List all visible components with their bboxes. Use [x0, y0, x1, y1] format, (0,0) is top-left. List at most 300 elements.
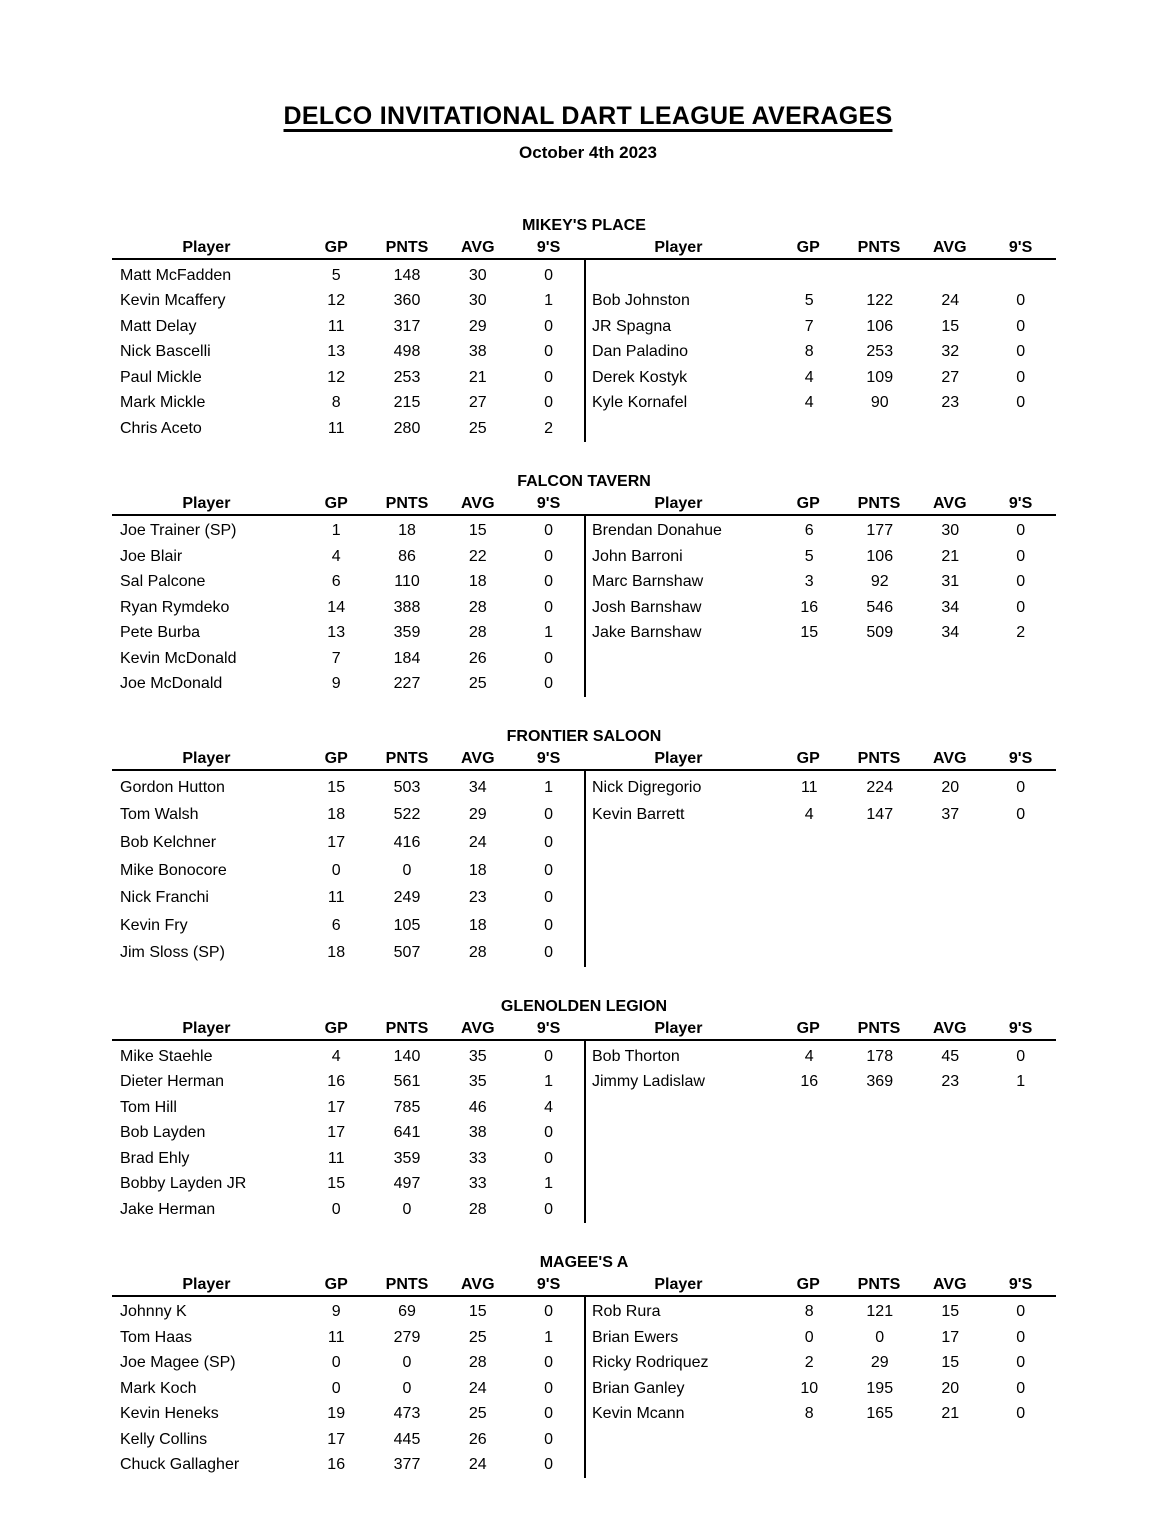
- team-section: [112, 726, 1056, 967]
- column-header-player: Player: [654, 494, 703, 512]
- table-rows: [584, 1297, 1056, 1479]
- avg-value: 26: [468, 649, 487, 667]
- table-header: [112, 493, 584, 516]
- player-name: Derek Kostyk: [592, 368, 688, 386]
- gp-value: 14: [327, 598, 346, 616]
- avg-value: 28: [468, 624, 487, 642]
- gp-value: 11: [327, 1149, 345, 1167]
- gp-value: 2: [804, 1354, 814, 1372]
- averages-table: [112, 493, 1056, 698]
- table-row: [586, 621, 1056, 647]
- table-row: [586, 289, 1056, 315]
- nines-value: 0: [1016, 1354, 1026, 1372]
- gp-value: 5: [804, 292, 814, 310]
- avg-value: 30: [941, 522, 960, 540]
- table-row: [586, 1300, 1056, 1326]
- column-header-pnts: PNTS: [385, 750, 429, 767]
- table-row: [112, 672, 584, 698]
- avg-value: 22: [468, 547, 487, 565]
- pnts-value: 785: [393, 1098, 421, 1116]
- player-name: Paul Mickle: [120, 368, 202, 386]
- avg-value: 34: [468, 778, 487, 796]
- gp-value: 11: [800, 778, 818, 796]
- table-row: [112, 912, 584, 940]
- pnts-value: 503: [393, 778, 421, 796]
- avg-value: 21: [941, 547, 960, 565]
- column-header-avg: AVG: [933, 750, 967, 767]
- player-name: Brad Ehly: [120, 1149, 190, 1167]
- avg-value: 15: [941, 1354, 960, 1372]
- pnts-value: 147: [866, 806, 894, 824]
- player-name: Tom Haas: [120, 1328, 193, 1346]
- column-header-9s: 9'S: [1008, 239, 1033, 256]
- column-header-gp: GP: [796, 494, 820, 512]
- avg-value: 20: [941, 1379, 960, 1397]
- team-name: GLENOLDEN LEGION: [500, 998, 668, 1016]
- nines-value: 1: [544, 1073, 554, 1091]
- table-row: [112, 519, 584, 545]
- column-header-avg: AVG: [461, 494, 495, 512]
- pnts-value: 388: [393, 598, 421, 616]
- pnts-value: 69: [398, 1303, 416, 1321]
- nines-value: 0: [1016, 343, 1026, 361]
- table-row: [112, 1376, 584, 1402]
- gp-value: 6: [804, 522, 814, 540]
- nines-value: 1: [544, 778, 554, 796]
- gp-value: 0: [331, 861, 341, 879]
- pnts-value: 110: [394, 573, 420, 591]
- gp-value: 13: [327, 343, 346, 361]
- avg-value: 25: [468, 419, 487, 437]
- right-table: [584, 237, 1056, 442]
- column-header-player: Player: [182, 1275, 231, 1293]
- avg-value: 24: [468, 1456, 487, 1474]
- nines-value: 0: [544, 1124, 554, 1142]
- gp-value: 5: [804, 547, 814, 565]
- avg-value: 21: [941, 1405, 960, 1423]
- column-header-9s: 9'S: [536, 494, 561, 512]
- nines-value: 0: [544, 573, 554, 591]
- column-header-9s: 9'S: [536, 750, 561, 767]
- avg-value: 33: [468, 1175, 487, 1193]
- table-row: [112, 340, 584, 366]
- nines-value: 0: [1016, 1303, 1026, 1321]
- player-name: Bob Thorton: [592, 1047, 680, 1065]
- avg-value: 37: [941, 806, 960, 824]
- avg-value: 33: [468, 1149, 487, 1167]
- gp-value: 11: [327, 419, 345, 437]
- nines-value: 0: [544, 1430, 554, 1448]
- column-header-gp: GP: [324, 750, 348, 767]
- gp-value: 13: [327, 624, 346, 642]
- nines-value: 0: [1016, 598, 1026, 616]
- table-row: [586, 365, 1056, 391]
- table-row: [112, 1427, 584, 1453]
- table-row: [112, 416, 584, 442]
- pnts-value: 0: [875, 1328, 885, 1346]
- avg-value: 26: [468, 1430, 487, 1448]
- avg-value: 18: [468, 916, 487, 934]
- column-header-avg: AVG: [933, 494, 967, 512]
- table-row: [112, 263, 584, 289]
- table-header: [112, 237, 584, 260]
- nines-value: 0: [544, 1354, 554, 1372]
- nines-value: 0: [544, 368, 554, 386]
- table-row: [112, 884, 584, 912]
- table-row: [586, 1402, 1056, 1428]
- gp-value: 6: [331, 916, 341, 934]
- gp-value: 10: [800, 1379, 819, 1397]
- nines-value: 0: [544, 547, 554, 565]
- table-header: [112, 748, 584, 771]
- left-table: [112, 748, 584, 967]
- table-row: [112, 570, 584, 596]
- pnts-value: 177: [866, 522, 894, 540]
- left-table: [112, 493, 584, 698]
- player-name: Dan Paladino: [592, 343, 689, 361]
- nines-value: 0: [544, 649, 554, 667]
- table-row: [112, 1146, 584, 1172]
- nines-value: 0: [544, 889, 554, 907]
- column-header-avg: AVG: [461, 1020, 495, 1038]
- pnts-value: 0: [402, 1379, 412, 1397]
- player-name: Chuck Gallagher: [120, 1456, 240, 1474]
- pnts-value: 140: [393, 1047, 421, 1065]
- player-name: Joe McDonald: [120, 675, 223, 693]
- table-row: [112, 774, 584, 802]
- column-header-player: Player: [654, 1020, 703, 1038]
- pnts-value: 641: [393, 1124, 421, 1142]
- averages-table: [112, 748, 1056, 967]
- team-sections: [112, 215, 1056, 1478]
- column-header-gp: GP: [796, 1275, 820, 1293]
- gp-value: 3: [804, 573, 814, 591]
- table-row: [112, 1121, 584, 1147]
- gp-value: 7: [804, 317, 814, 335]
- gp-value: 17: [327, 1124, 346, 1142]
- avg-value: 25: [468, 675, 487, 693]
- table-rows: [112, 260, 584, 442]
- gp-value: 7: [331, 649, 341, 667]
- player-name: Rob Rura: [592, 1303, 661, 1321]
- column-header-pnts: PNTS: [385, 494, 429, 512]
- gp-value: 11: [327, 1328, 345, 1346]
- table-row: [586, 263, 1056, 289]
- gp-value: 11: [327, 317, 345, 335]
- pnts-value: 227: [393, 675, 421, 693]
- player-name: Mike Bonocore: [120, 861, 227, 879]
- pnts-value: 377: [393, 1456, 421, 1474]
- avg-value: 38: [468, 1124, 487, 1142]
- nines-value: 0: [1016, 292, 1026, 310]
- player-name: Matt McFadden: [120, 266, 232, 284]
- right-table: [584, 1274, 1056, 1479]
- column-header-avg: AVG: [461, 750, 495, 767]
- nines-value: 0: [544, 1149, 554, 1167]
- pnts-value: 473: [393, 1405, 421, 1423]
- player-name: Bob Kelchner: [120, 833, 217, 851]
- gp-value: 4: [804, 394, 814, 412]
- gp-value: 8: [804, 1405, 814, 1423]
- table-row: [112, 1197, 584, 1223]
- pnts-value: 18: [398, 522, 416, 540]
- player-name: Joe Magee (SP): [120, 1354, 236, 1372]
- pnts-value: 122: [866, 292, 894, 310]
- table-header: [584, 493, 1056, 516]
- avg-value: 29: [468, 806, 487, 824]
- avg-value: 24: [941, 292, 960, 310]
- nines-value: 0: [1016, 368, 1026, 386]
- nines-value: 0: [544, 833, 554, 851]
- gp-value: 16: [327, 1073, 346, 1091]
- pnts-value: 253: [393, 368, 421, 386]
- gp-value: 6: [331, 573, 341, 591]
- pnts-value: 497: [393, 1175, 421, 1193]
- table-row: [586, 519, 1056, 545]
- right-table: [584, 1018, 1056, 1223]
- team-section: [112, 1252, 1056, 1479]
- table-row: [112, 544, 584, 570]
- gp-value: 4: [804, 1047, 814, 1065]
- nines-value: 0: [544, 916, 554, 934]
- nines-value: 0: [1016, 547, 1026, 565]
- gp-value: 0: [331, 1354, 341, 1372]
- pnts-value: 195: [866, 1379, 894, 1397]
- pnts-value: 369: [866, 1073, 894, 1091]
- nines-value: 0: [1016, 778, 1026, 796]
- avg-value: 15: [468, 522, 487, 540]
- gp-value: 0: [331, 1379, 341, 1397]
- pnts-value: 105: [393, 916, 421, 934]
- gp-value: 8: [804, 343, 814, 361]
- column-header-pnts: PNTS: [857, 494, 901, 512]
- team-name: FRONTIER SALOON: [506, 728, 662, 745]
- gp-value: 9: [331, 675, 341, 693]
- avg-value: 15: [941, 317, 960, 335]
- column-header-gp: GP: [324, 239, 348, 256]
- nines-value: 0: [544, 1405, 554, 1423]
- column-header-avg: AVG: [933, 239, 967, 256]
- player-name: Johnny K: [120, 1303, 187, 1321]
- pnts-value: 509: [866, 624, 894, 642]
- column-header-pnts: PNTS: [857, 1020, 901, 1038]
- nines-value: 0: [544, 343, 554, 361]
- column-header-gp: GP: [324, 1020, 348, 1038]
- gp-value: 12: [327, 292, 346, 310]
- gp-value: 18: [327, 806, 346, 824]
- table-row: [112, 1070, 584, 1096]
- avg-value: 29: [468, 317, 487, 335]
- table-row: [586, 544, 1056, 570]
- column-header-avg: AVG: [933, 1020, 967, 1038]
- nines-value: 0: [1016, 1379, 1026, 1397]
- column-header-9s: 9'S: [536, 1020, 561, 1038]
- pnts-value: 92: [870, 573, 889, 591]
- avg-value: 23: [941, 1073, 960, 1091]
- table-header: [584, 237, 1056, 260]
- nines-value: 1: [544, 1328, 554, 1346]
- player-name: Kelly Collins: [120, 1430, 208, 1448]
- avg-value: 20: [941, 778, 960, 796]
- table-row: [112, 1402, 584, 1428]
- table-row: [586, 314, 1056, 340]
- nines-value: 0: [544, 1303, 554, 1321]
- player-name: Nick Franchi: [120, 889, 209, 907]
- pnts-value: 416: [393, 833, 421, 851]
- column-header-player: Player: [654, 239, 703, 256]
- nines-value: 0: [1016, 317, 1026, 335]
- avg-value: 15: [941, 1303, 960, 1321]
- page-title: DELCO INVITATIONAL DART LEAGUE AVERAGES: [283, 102, 893, 130]
- table-row: [586, 774, 1056, 802]
- player-name: Chris Aceto: [120, 419, 202, 437]
- player-name: Sal Palcone: [120, 573, 206, 591]
- gp-value: 18: [327, 944, 346, 962]
- left-table: [112, 1018, 584, 1223]
- avg-value: 35: [468, 1073, 487, 1091]
- column-header-player: Player: [182, 1020, 231, 1038]
- averages-table: [112, 237, 1056, 442]
- pnts-value: 546: [866, 598, 894, 616]
- table-rows: [112, 771, 584, 967]
- gp-value: 4: [331, 1047, 341, 1065]
- pnts-value: 106: [866, 317, 894, 335]
- table-row: [586, 1325, 1056, 1351]
- pnts-value: 249: [393, 889, 421, 907]
- player-name: Joe Trainer (SP): [120, 522, 237, 540]
- avg-value: 32: [941, 343, 960, 361]
- column-header-9s: 9'S: [1008, 494, 1033, 512]
- table-row: [112, 1044, 584, 1070]
- table-row: [112, 940, 584, 968]
- player-name: Jake Barnshaw: [592, 624, 702, 642]
- nines-value: 2: [1016, 624, 1026, 642]
- player-name: Kevin Mcann: [592, 1405, 685, 1423]
- pnts-value: 360: [393, 292, 421, 310]
- player-name: Jim Sloss (SP): [120, 944, 225, 962]
- gp-value: 19: [327, 1405, 346, 1423]
- player-name: Joe Blair: [120, 547, 183, 565]
- avg-value: 17: [941, 1328, 960, 1346]
- player-name: Marc Barnshaw: [592, 573, 704, 591]
- table-row: [112, 829, 584, 857]
- column-header-9s: 9'S: [536, 1275, 561, 1293]
- column-header-pnts: PNTS: [385, 1275, 429, 1293]
- gp-value: 16: [327, 1456, 346, 1474]
- table-row: [586, 1376, 1056, 1402]
- column-header-player: Player: [182, 750, 231, 767]
- team-section: [112, 215, 1056, 442]
- table-row: [112, 1300, 584, 1326]
- table-header: [112, 1274, 584, 1297]
- team-name: MAGEE'S A: [539, 1253, 629, 1271]
- avg-value: 24: [468, 1379, 487, 1397]
- avg-value: 30: [468, 266, 487, 284]
- table-rows: [584, 516, 1056, 698]
- pnts-value: 165: [866, 1405, 894, 1423]
- table-row: [112, 289, 584, 315]
- table-header: [584, 1274, 1056, 1297]
- avg-value: 15: [468, 1303, 487, 1321]
- pnts-value: 86: [398, 547, 416, 565]
- gp-value: 15: [800, 624, 819, 642]
- nines-value: 0: [544, 317, 554, 335]
- nines-value: 0: [544, 522, 554, 540]
- gp-value: 12: [327, 368, 346, 386]
- player-name: Josh Barnshaw: [592, 598, 702, 616]
- player-name: Jimmy Ladislaw: [592, 1073, 705, 1091]
- player-name: Tom Walsh: [120, 806, 199, 824]
- table-rows: [584, 1041, 1056, 1223]
- player-name: Nick Digregorio: [592, 778, 702, 796]
- table-row: [112, 1351, 584, 1377]
- table-row: [112, 595, 584, 621]
- avg-value: 35: [468, 1047, 487, 1065]
- player-name: Tom Hill: [120, 1098, 177, 1116]
- avg-value: 28: [468, 1354, 487, 1372]
- player-name: Brian Ewers: [592, 1328, 679, 1346]
- table-row: [112, 646, 584, 672]
- table-row: [112, 1325, 584, 1351]
- pnts-value: 253: [866, 343, 894, 361]
- avg-value: 18: [468, 861, 487, 879]
- gp-value: 5: [331, 266, 341, 284]
- player-name: John Barroni: [592, 547, 683, 565]
- table-row: [112, 1172, 584, 1198]
- nines-value: 1: [1016, 1073, 1026, 1091]
- player-name: Nick Bascelli: [120, 343, 211, 361]
- player-name: Jake Herman: [120, 1200, 216, 1218]
- nines-value: 0: [1016, 573, 1026, 591]
- avg-value: 34: [941, 624, 960, 642]
- table-row: [586, 1044, 1056, 1070]
- table-row: [112, 1453, 584, 1479]
- avg-value: 27: [941, 368, 960, 386]
- table-row: [586, 595, 1056, 621]
- table-row: [586, 340, 1056, 366]
- gp-value: 17: [327, 833, 346, 851]
- column-header-gp: GP: [324, 494, 348, 512]
- avg-value: 34: [941, 598, 960, 616]
- player-name: Matt Delay: [120, 317, 197, 335]
- avg-value: 46: [468, 1098, 487, 1116]
- gp-value: 16: [800, 1073, 819, 1091]
- column-header-pnts: PNTS: [857, 750, 901, 767]
- player-name: Kevin Barrett: [592, 806, 685, 824]
- pnts-value: 0: [402, 861, 412, 879]
- team-name: FALCON TAVERN: [517, 472, 651, 490]
- column-header-pnts: PNTS: [857, 1275, 901, 1293]
- nines-value: 0: [1016, 522, 1026, 540]
- player-name: Bobby Layden JR: [120, 1175, 247, 1193]
- player-name: JR Spagna: [592, 317, 672, 335]
- pnts-value: 109: [866, 368, 894, 386]
- player-name: Kevin Mcaffery: [120, 292, 226, 310]
- nines-value: 0: [1016, 1047, 1026, 1065]
- table-rows: [112, 516, 584, 698]
- player-name: Ricky Rodriquez: [592, 1354, 709, 1372]
- pnts-value: 178: [866, 1047, 894, 1065]
- pnts-value: 224: [866, 778, 894, 796]
- pnts-value: 184: [393, 649, 421, 667]
- table-rows: [584, 260, 1056, 442]
- nines-value: 0: [544, 1456, 554, 1474]
- avg-value: 25: [468, 1405, 487, 1423]
- gp-value: 0: [331, 1200, 341, 1218]
- column-header-9s: 9'S: [1008, 1275, 1033, 1293]
- player-name: Mark Koch: [120, 1379, 197, 1397]
- avg-value: 28: [468, 944, 487, 962]
